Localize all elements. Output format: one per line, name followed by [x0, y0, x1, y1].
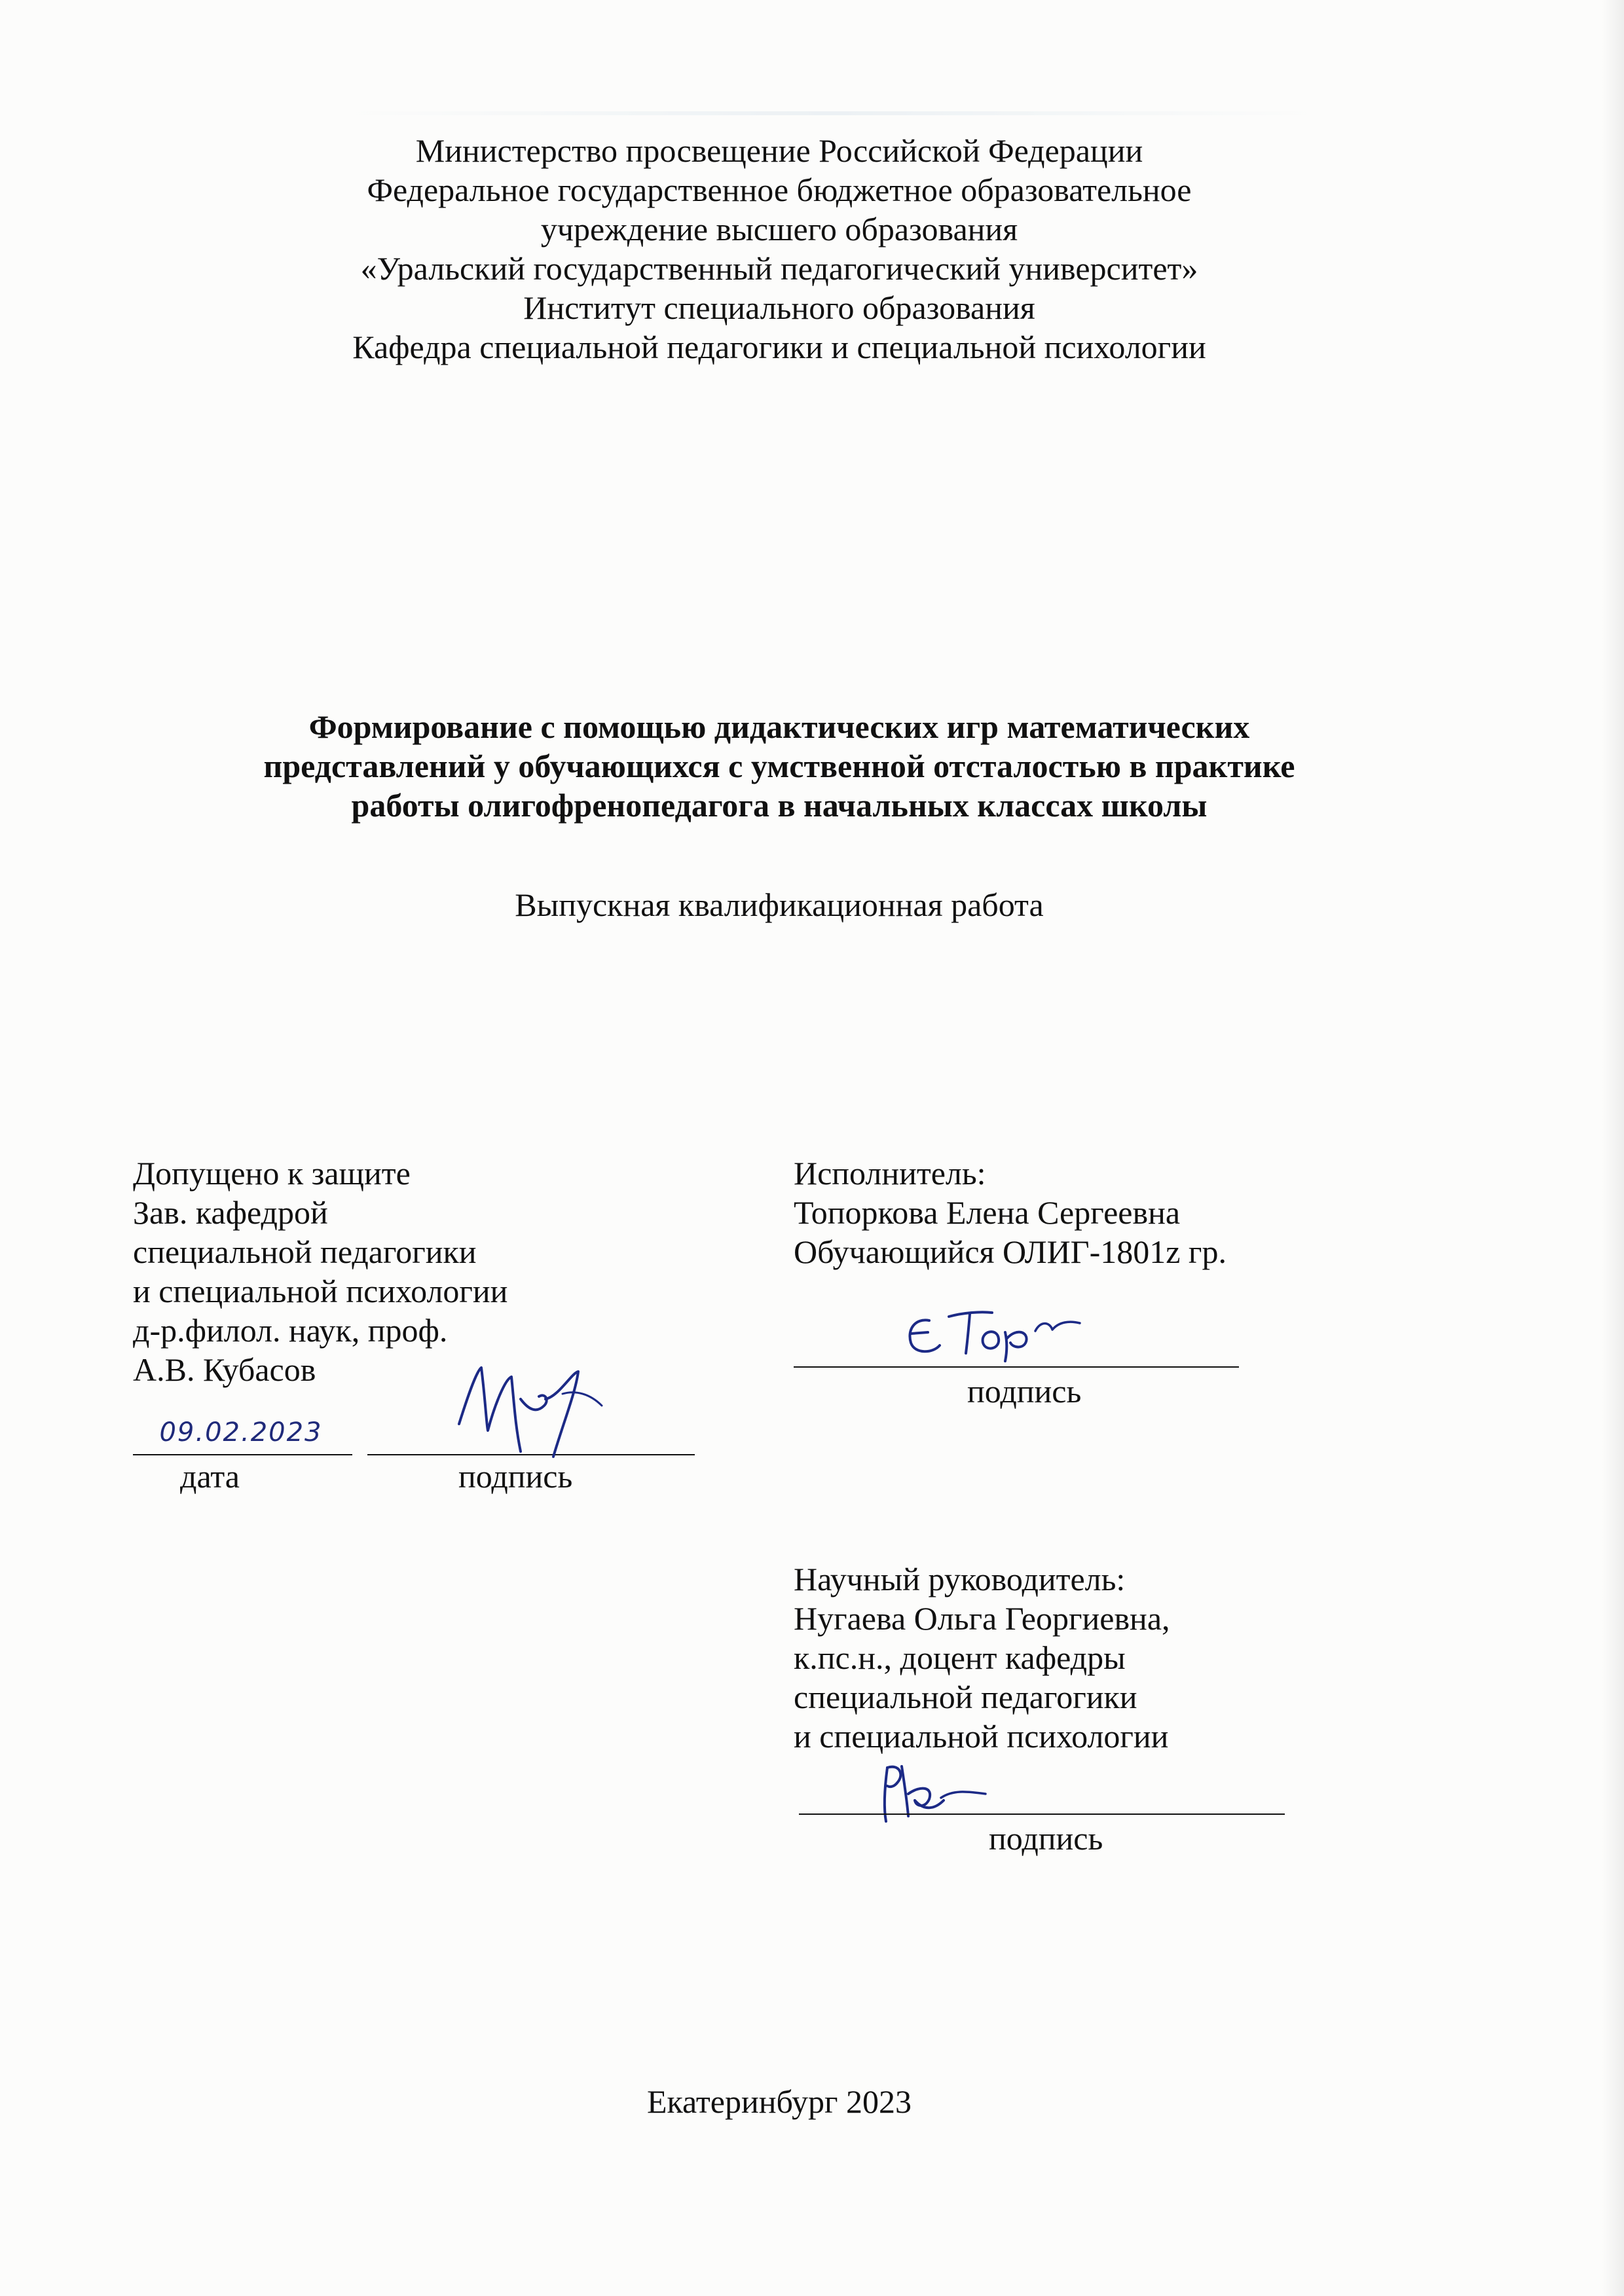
- executor-signature-underline: [794, 1366, 1239, 1368]
- supervisor-signature-area: [799, 1748, 1297, 1859]
- scan-edge-shadow: [1602, 0, 1624, 2296]
- header-line-department: Кафедра специальной педагогики и специальной психологии: [352, 329, 1206, 365]
- approval-signature-area: [133, 1404, 696, 1495]
- city-year: Екатеринбург 2023: [646, 2083, 912, 2120]
- executor-line: Исполнитель:: [794, 1155, 986, 1192]
- date-caption: дата: [180, 1458, 240, 1495]
- executor-signature-area: [794, 1293, 1252, 1410]
- title-line: представлений у обучающихся с умственной отсталостью в практике: [263, 748, 1295, 784]
- approval-line: д-р.филол. наук, проф.: [133, 1312, 448, 1349]
- header-line-ministry: Министерство просвещение Российской Федерации: [415, 132, 1143, 169]
- head-of-department-signature: [447, 1353, 611, 1465]
- approval-line: и специальной психологии: [133, 1273, 508, 1309]
- executor-line: Обучающийся ОЛИГ-1801z гр.: [794, 1233, 1227, 1270]
- header-line-institution-type-cont: учреждение высшего образования: [540, 211, 1018, 247]
- header-line-institution-type: Федеральное государственное бюджетное образовательное: [367, 172, 1192, 208]
- supervisor-line: к.пс.н., доцент кафедры: [794, 1639, 1126, 1676]
- supervisor-line: и специальной психологии: [794, 1718, 1169, 1755]
- approval-line: Зав. кафедрой: [133, 1194, 328, 1231]
- approval-line: специальной педагогики: [133, 1233, 477, 1270]
- executor-signature-caption: подпись: [967, 1373, 1082, 1410]
- supervisor-signature: [861, 1748, 999, 1833]
- supervisor-line: Нугаева Ольга Георгиевна,: [794, 1600, 1170, 1637]
- supervisor-line: Научный руководитель:: [794, 1561, 1126, 1597]
- supervisor-block: [794, 1559, 1170, 1756]
- institution-header: [0, 131, 1559, 367]
- approval-line: Допущено к защите: [133, 1155, 411, 1192]
- date-underline: [133, 1454, 352, 1455]
- scan-artifact: [341, 111, 1323, 115]
- title-line: работы олигофренопедагога в начальных классах школы: [351, 787, 1208, 824]
- supervisor-signature-underline: [799, 1813, 1285, 1815]
- header-line-institute: Институт специального образования: [523, 289, 1035, 326]
- title-line: Формирование с помощью дидактических игр математических: [308, 708, 1250, 745]
- header-line-university: «Уральский государственный педагогический университет»: [360, 250, 1198, 287]
- signature-caption: подпись: [458, 1458, 573, 1495]
- thesis-title: [0, 707, 1559, 825]
- supervisor-line: специальной педагогики: [794, 1679, 1137, 1715]
- work-type: Выпускная квалификационная работа: [515, 886, 1044, 923]
- executor-block: [794, 1154, 1227, 1271]
- executor-line: Топоркова Елена Сергеевна: [794, 1194, 1181, 1231]
- executor-signature: [895, 1293, 1092, 1365]
- approval-line: А.В. Кубасов: [133, 1351, 316, 1388]
- handwritten-date: 09.02.2023: [159, 1417, 323, 1448]
- supervisor-signature-caption: подпись: [989, 1820, 1103, 1857]
